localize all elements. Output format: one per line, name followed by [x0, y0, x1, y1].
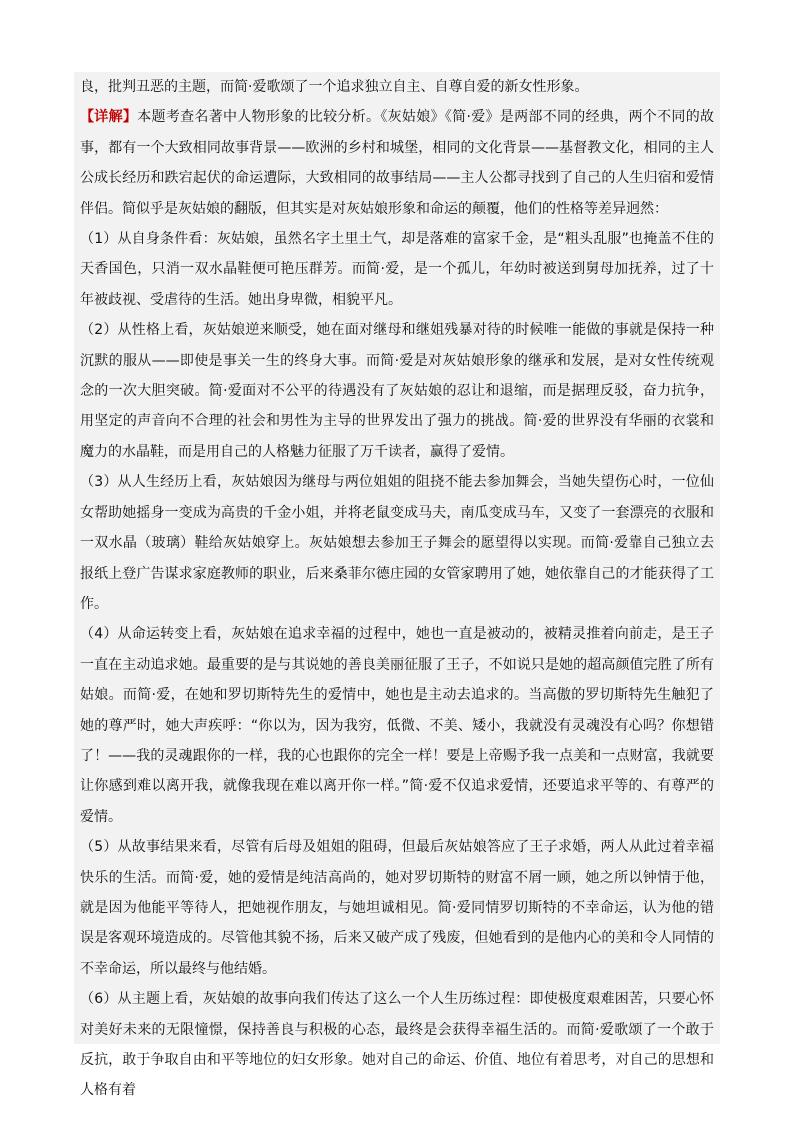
- paragraph-text: 良，批判丑恶的主题，而简·爱歌颂了一个追求独立自主、自尊自爱的新女性形象。: [80, 79, 589, 95]
- document-body: [74, 72, 720, 1099]
- paragraph-intro-continuation: [74, 72, 720, 102]
- paragraph-point-2: [74, 315, 720, 467]
- paragraph-point-6: [74, 984, 720, 1106]
- paragraph-point-4: [74, 619, 720, 832]
- paragraph-text: （5）从故事结果来看，尽管有后母及姐姐的阻碍，但最后灰姑娘答应了王子求婚，两人从此过着幸福快乐的生活。而简·爱，她的爱情是纯洁高尚的，她对罗切斯特的财富不屑一顾，她之所以钟情于他，就是因为他能平等待人，把她视作朋友，与她坦诚相见。简·爱同情罗切斯特的不幸命运，认为他的错误是客观环境造成的。尽管他其貌不扬，后来又破产成了残废，但她看到的是他内心的美和令人同情的不幸命运，所以最终与他结婚。: [80, 839, 714, 977]
- paragraph-text: 本题考查名著中人物形象的比较分析。《灰姑娘》《简·爱》是两部不同的经典，两个不同的故事，都有一个大致相同故事背景——欧洲的乡村和城堡，相同的文化背景——基督教文化，相同的主人公成长经历和跌宕起伏的命运遭际，大致相同的故事结局——主人公都寻找到了自己的人生归宿和爱情伴侣。简似乎是灰姑娘的翻版，但其实是对灰姑娘形象和命运的颠覆，他们的性格等差异迥然：: [80, 109, 715, 217]
- paragraph-text: （4）从命运转变上看，灰姑娘在追求幸福的过程中，她也一直是被动的，被精灵推着向前走，是王子一直在主动追求她。最重要的是与其说她的善良美丽征服了王子，不如说只是她的超高颜值完胜了所有姑娘。而简·爱，在她和罗切斯特先生的爱情中，她也是主动去追求的。当高傲的罗切斯特先生触犯了她的尊严时，她大声疾呼：“你以为，因为我穷，低微、不美、矮小，我就没有灵魂没有心吗？你想错了！——我的灵魂跟你的一样，我的心也跟你的完全一样！要是上帝赐予我一点美和一点财富，我就要让你感到难以离开我，就像我现在难以离开你一样。”简·爱不仅追求爱情，还要追求平等的、有尊严的爱情。: [80, 626, 714, 825]
- detail-tag: 【详解】: [80, 109, 138, 126]
- paragraph-point-1: [74, 224, 720, 315]
- paragraph-point-3: [74, 467, 720, 619]
- paragraph-text: （1）从自身条件看：灰姑娘，虽然名字土里土气，却是落难的富家千金，是“粗头乱服”也掩盖不住的天香国色，只消一双水晶鞋便可艳压群芳。而简·爱，是一个孤儿，年幼时被送到舅母加抚养，过了十年被歧视、受虐待的生活。她出身卑微，相貌平凡。: [80, 231, 714, 308]
- paragraph-point-5: [74, 832, 720, 984]
- paragraph-text: （3）从人生经历上看，灰姑娘因为继母与两位姐姐的阻挠不能去参加舞会，当她失望伤心时，一位仙女帮助她摇身一变成为高贵的千金小姐，并将老鼠变成马夫，南瓜变成马车，又变了一套漂亮的衣服和一双水晶（玻璃）鞋给灰姑娘穿上。灰姑娘想去参加王子舞会的愿望得以实现。而简·爱靠自己独立去报纸上登广告谋求家庭教师的职业，后来桑菲尔德庄园的女管家聘用了她，她依靠自己的才能获得了工作。: [80, 474, 714, 612]
- paragraph-text: （2）从性格上看，灰姑娘逆来顺受，她在面对继母和继姐残暴对待的时候唯一能做的事就是保持一种沉默的服从——即使是事关一生的终身大事。而简·爱是对灰姑娘形象的继承和发展，是对女性传统观念的一次大胆突破。简·爱面对不公平的待遇没有了灰姑娘的忍让和退缩，而是据理反驳，奋力抗争，用坚定的声音向不合理的社会和男性为主导的世界发出了强力的挑战。简·爱的世界没有华丽的衣裳和魔力的水晶鞋，而是用自己的人格魅力征服了万千读者，赢得了爱情。: [80, 322, 714, 460]
- paragraph-text: （6）从主题上看，灰姑娘的故事向我们传达了这么一个人生历练过程：即使极度艰难困苦，只要心怀对美好未来的无限憧憬，保持善良与积极的心态，最终是会获得幸福生活的。而简·爱歌颂了一个敢于反抗，敢于争取自由和平等地位的妇女形象。她对自己的命运、价值、地位有着思考，对自己的思想和人格有着: [80, 991, 714, 1099]
- paragraph-detail: [74, 102, 720, 224]
